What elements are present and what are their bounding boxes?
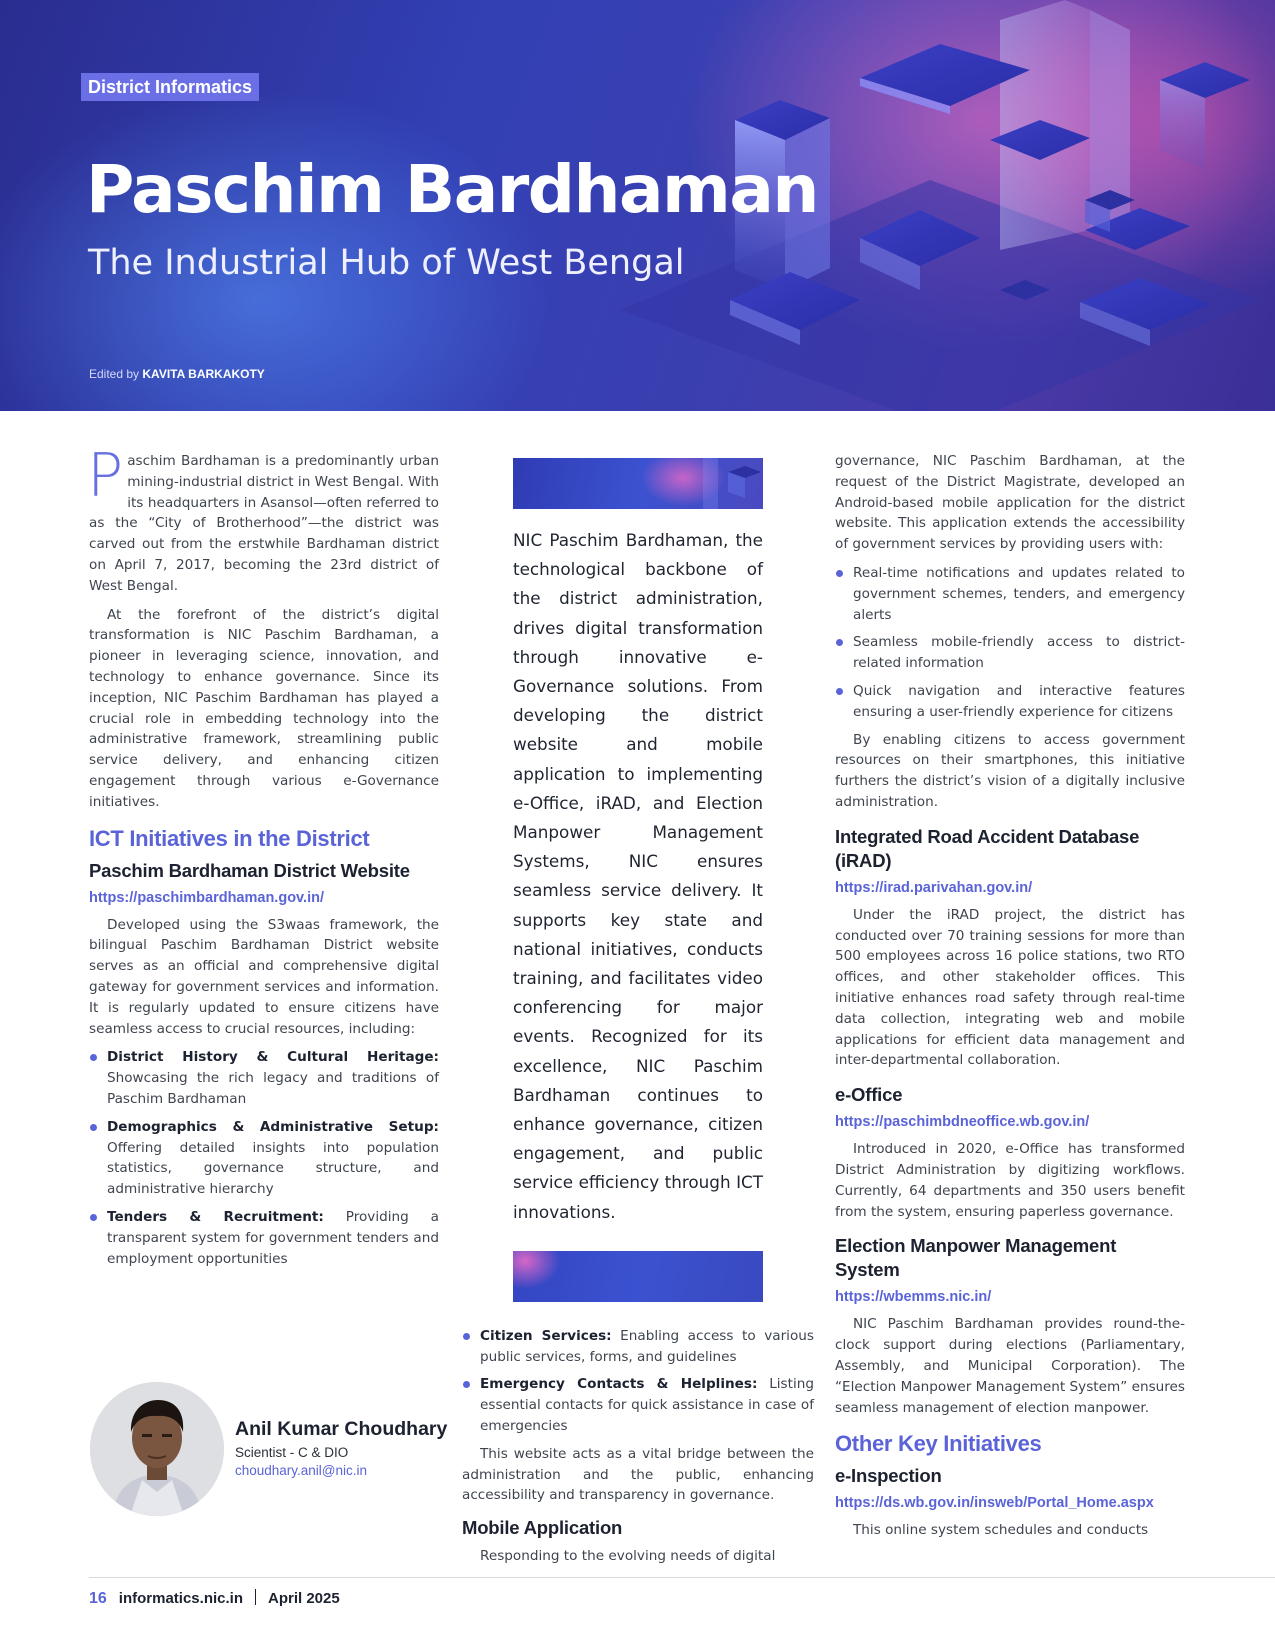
bullet-dot-icon <box>90 1214 97 1221</box>
smartphone-paragraph: By enabling citizens to access government resources on their smartphones, this initiative furthers the district’s vision of a digitally inclusive administration. <box>835 731 1185 810</box>
other-initiatives-heading: Other Key Initiatives <box>835 1431 1042 1457</box>
bullet-lead: District History & Cultural Heritage: <box>107 1049 439 1066</box>
irad-link[interactable]: https://irad.parivahan.gov.in/ <box>835 879 1033 896</box>
bullet-text: Offering detailed insights into population statistics, governance structure, and administrative hierarchy <box>107 1139 439 1198</box>
bullet-text: Providing a transparent system for government tenders and employment opportunities <box>107 1208 439 1267</box>
website-heading: Paschim Bardhaman District Website <box>89 859 410 881</box>
column-3 <box>835 451 1185 1549</box>
bullet-lead: Demographics & Administrative Setup: <box>107 1118 439 1135</box>
editor-credit <box>89 367 265 381</box>
bullet-dot-icon <box>463 1333 470 1340</box>
bullet-lead: Citizen Services: <box>480 1327 612 1344</box>
column-2 <box>462 458 814 1575</box>
bullet-text: Real-time notifications and updates related to government schemes, tenders, and emergency alerts <box>853 564 1185 623</box>
cube-strip-illustration <box>513 458 763 509</box>
eoffice-paragraph: Introduced in 2020, e-Office has transformed District Administration by digitizing workflows. Currently, 64 departments and 350 users benefit from the system, ensuring paperless governance. <box>835 1141 1185 1220</box>
list-item <box>835 563 1185 625</box>
bullet-text: Enabling access to various public services, forms, and guidelines <box>480 1327 814 1365</box>
bullet-lead: Tenders & Recruitment: <box>107 1208 324 1225</box>
bullet-dot-icon <box>836 639 843 646</box>
einspection-paragraph: This online system schedules and conducts <box>853 1522 1149 1539</box>
emms-heading: Election Manpower Management System <box>835 1235 1117 1281</box>
footer <box>89 1589 340 1611</box>
avatar <box>90 1382 224 1516</box>
mobile-app-paragraph: Responding to the evolving needs of digital <box>480 1548 776 1565</box>
bullet-lead: Emergency Contacts & Helplines: <box>480 1376 758 1393</box>
transformation-paragraph: At the forefront of the district’s digital transformation is NIC Paschim Bardhaman, a pioneer in leveraging science, innovation, and technology to enhance governance. Since its inception, NIC Paschim Bardhaman has played a crucial role in embedding technology into the administrative framework, streamlining public service delivery, and enhancing citizen engagement through various e-Governance initiatives. <box>89 606 439 810</box>
footer-site[interactable]: informatics.nic.in <box>118 1590 243 1607</box>
mobile-app-heading: Mobile Application <box>462 1517 623 1539</box>
eoffice-heading: e-Office <box>835 1084 903 1106</box>
decorative-banner-image <box>513 458 763 509</box>
author-role: Scientist - C & DIO <box>235 1445 349 1460</box>
bullet-dot-icon <box>90 1124 97 1131</box>
bridge-paragraph: This website acts as a vital bridge between the administration and the public, enhancing accessibility and transparency in governance. <box>462 1445 814 1504</box>
footer-divider <box>89 1577 1275 1578</box>
list-item <box>89 1117 439 1200</box>
editor-name: KAVITA BARKAKOTY <box>142 367 265 381</box>
ict-initiatives-heading: ICT Initiatives in the District <box>89 825 370 851</box>
bullet-text: Listing essential contacts for quick assistance in case of emergencies <box>480 1376 814 1435</box>
bullet-text: Quick navigation and interactive features ensuring a user-friendly experience for citizens <box>853 682 1185 720</box>
page-title: Paschim Bardhaman <box>86 151 818 228</box>
footer-separator <box>255 1589 256 1605</box>
footer-issue: April 2025 <box>268 1590 340 1607</box>
irad-paragraph: Under the iRAD project, the district has conducted over 70 training sessions for more than 500 employees across 16 police stations, two RTO offices, and other stakeholder offices. This initiative enhances road safety through real-time data collection, integrating web and mobile applications for efficient data management and inter-departmental collaboration. <box>835 906 1185 1069</box>
irad-heading: Integrated Road Accident Database (iRAD) <box>835 825 1140 871</box>
column-1 <box>87 441 439 1276</box>
author-name: Anil Kumar Choudhary <box>235 1418 448 1440</box>
bullet-dot-icon <box>90 1054 97 1061</box>
emms-paragraph: NIC Paschim Bardhaman provides round-the-clock support during elections (Parliamentary, Assembly, and Municipal Corporation). The “Election Manpower Management System” ensures seamless management of election manpower. <box>835 1316 1185 1416</box>
intro-paragraph <box>87 441 439 597</box>
bullet-text: Seamless mobile-friendly access to district-related information <box>853 634 1185 672</box>
eoffice-link[interactable]: https://paschimbdneoffice.wb.gov.in/ <box>835 1114 1090 1131</box>
decorative-banner-image <box>513 1251 763 1302</box>
author-email[interactable]: choudhary.anil@nic.in <box>235 1463 368 1478</box>
author-photo <box>90 1382 224 1516</box>
einspection-link[interactable]: https://ds.wb.gov.in/insweb/Portal_Home.aspx <box>835 1495 1154 1512</box>
bullet-dot-icon <box>836 570 843 577</box>
list-item <box>89 1047 439 1109</box>
list-item <box>835 632 1185 674</box>
section-tag: District Informatics <box>81 73 259 101</box>
drop-cap: P <box>87 441 124 511</box>
list-item <box>462 1374 814 1436</box>
pull-quote: NIC Paschim Bardhaman, the technological backbone of the district administration, drives digital transformation through innovative e-Governance solutions. From developing the district website and mobile application to implementing e-Office, iRAD, and Election Manpower Management Systems, NIC ensures seamless service delivery. It supports key state and national initiatives, conducts training, and facilitates video conferencing for major events. Recognized for its excellence, NIC Paschim Bardhaman continues to enhance governance, citizen engagement, and public service efficiency through ICT innovations. <box>513 530 763 1222</box>
list-item <box>835 681 1185 723</box>
header-banner <box>0 0 1275 411</box>
website-paragraph: Developed using the S3waas framework, the bilingual Paschim Bardhaman District website serves as an official and comprehensive digital gateway for government services and information. It is regularly updated to ensure citizens have seamless access to crucial resources, including: <box>89 916 439 1037</box>
emms-link[interactable]: https://wbemms.nic.in/ <box>835 1289 992 1306</box>
einspection-heading: e-Inspection <box>835 1465 942 1487</box>
mobile-app-continued: governance, NIC Paschim Bardhaman, at the request of the District Magistrate, developed an Android-based mobile application for the district website. This application extends the accessibility of government services by providing users with: <box>835 453 1185 553</box>
bullet-dot-icon <box>463 1381 470 1388</box>
website-link[interactable]: https://paschimbardhaman.gov.in/ <box>89 889 324 906</box>
bullet-dot-icon <box>836 688 843 695</box>
page-subtitle: The Industrial Hub of West Bengal <box>88 243 685 283</box>
list-item <box>462 1326 814 1368</box>
bullet-text: Showcasing the rich legacy and traditions of Paschim Bardhaman <box>107 1070 439 1107</box>
list-item <box>89 1207 439 1269</box>
page-number: 16 <box>89 1590 107 1607</box>
editor-prefix: Edited by <box>89 367 143 381</box>
intro-text: aschim Bardhaman is a predominantly urban mining-industrial district in West Bengal. With its headquarters in Asansol—often referred to as the “City of Brotherhood”—the district was carved out from the erstwhile Bardhaman district on April 7, 2017, becoming the 23rd district of West Bengal. <box>89 453 439 594</box>
